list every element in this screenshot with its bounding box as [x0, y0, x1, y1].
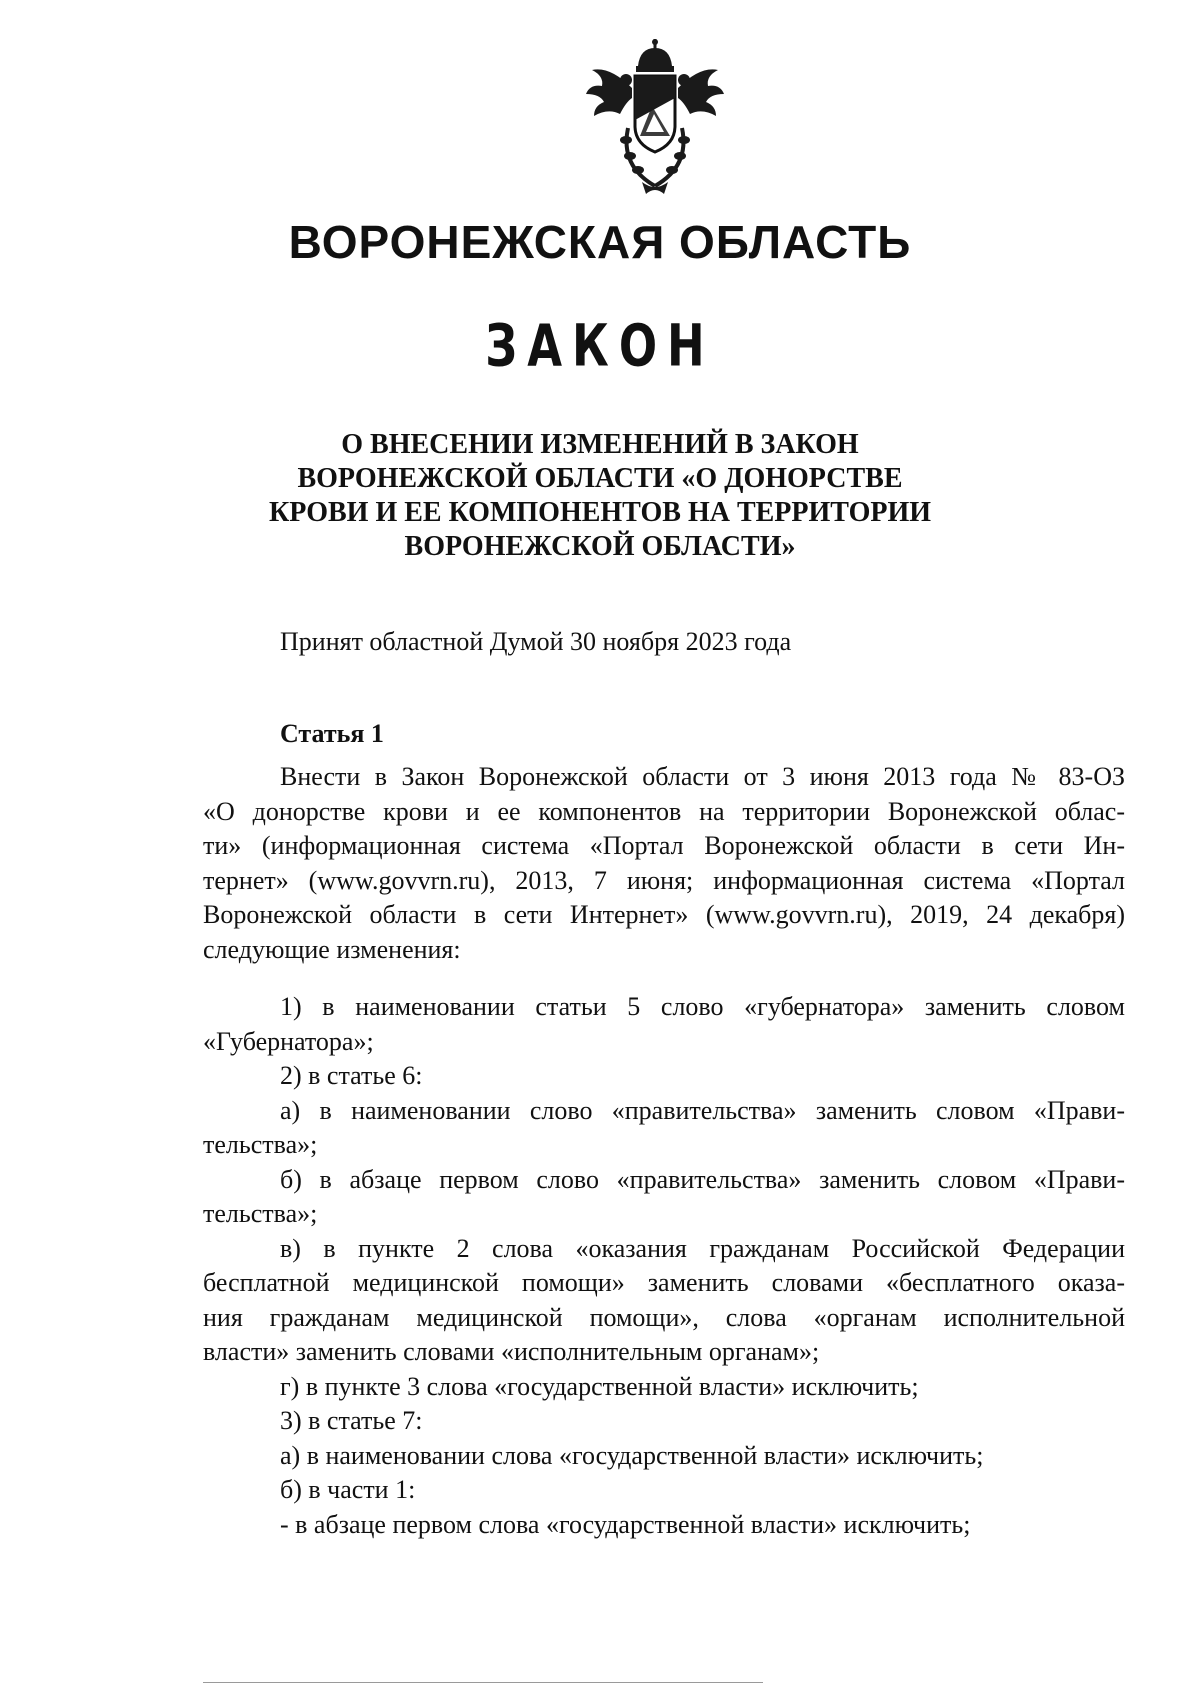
scan-edge-line — [203, 1682, 763, 1683]
text-line: в) в пункте 2 слова «оказания гражданам Российской Федерации — [280, 1233, 1125, 1263]
region-heading: ВОРОНЕЖСКАЯ ОБЛАСТЬ — [288, 216, 912, 268]
adoption-note: Принят областной Думой 30 ноября 2023 года — [280, 627, 792, 656]
article-items — [203, 990, 1125, 1542]
law-title-line: ВОРОНЕЖСКОЙ ОБЛАСТИ» — [404, 531, 796, 562]
law-title — [0, 428, 1200, 564]
text-line: «Губернатора»; — [203, 1026, 374, 1056]
text-line: б) в абзаце первом слово «правительства» заменить словом «Прави- — [280, 1164, 1125, 1194]
text-line: 1) в наименовании статьи 5 слово «губернатора» заменить словом — [280, 992, 1125, 1021]
text-line: «О донорстве крови и ее компонентов на территории Воронежской облас- — [203, 796, 1125, 826]
text-line: б) в части 1: — [280, 1475, 416, 1504]
document-type-heading: ЗАКОН — [485, 312, 715, 380]
text-line: следующие изменения: — [203, 934, 461, 964]
text-line: Внести в Закон Воронежской области от 3 июня 2013 года № 83-ОЗ — [280, 762, 1125, 791]
text-line: ти» (информационная система «Портал Воронежской области в сети Ин- — [203, 831, 1125, 860]
text-line: ния гражданам медицинской помощи», слова «органам исполнительной — [203, 1302, 1125, 1332]
voronezh-coat-of-arms-icon — [580, 36, 730, 196]
text-line: тельства»; — [203, 1130, 318, 1159]
text-line: а) в наименовании слово «правительства» заменить словом «Прави- — [280, 1095, 1125, 1125]
law-title-line: КРОВИ И ЕЕ КОМПОНЕНТОВ НА ТЕРРИТОРИИ — [268, 497, 932, 528]
law-title-line: ВОРОНЕЖСКОЙ ОБЛАСТИ «О ДОНОРСТВЕ — [297, 463, 903, 494]
law-title-line: О ВНЕСЕНИИ ИЗМЕНЕНИЙ В ЗАКОН — [341, 429, 859, 460]
text-line: г) в пункте 3 слова «государственной власти» исключить; — [280, 1371, 919, 1401]
text-line: а) в наименовании слова «государственной власти» исключить; — [280, 1440, 984, 1470]
text-line: 3) в статье 7: — [280, 1406, 423, 1435]
text-line: власти» заменить словами «исполнительным органам»; — [203, 1337, 820, 1366]
text-line: 2) в статье 6: — [280, 1061, 423, 1090]
text-line: тельства»; — [203, 1199, 318, 1228]
text-line: тернет» (www.govvrn.ru), 2013, 7 июня; информационная система «Портал — [203, 865, 1125, 895]
text-line: бесплатной медицинской помощи» заменить словами «бесплатного оказа- — [203, 1268, 1125, 1297]
article-intro — [203, 760, 1125, 967]
article-heading: Статья 1 — [280, 719, 384, 748]
text-line: Воронежской области в сети Интернет» (www.govvrn.ru), 2019, 24 декабря) — [203, 900, 1125, 929]
text-line: - в абзаце первом слова «государственной власти» исключить; — [280, 1509, 971, 1539]
